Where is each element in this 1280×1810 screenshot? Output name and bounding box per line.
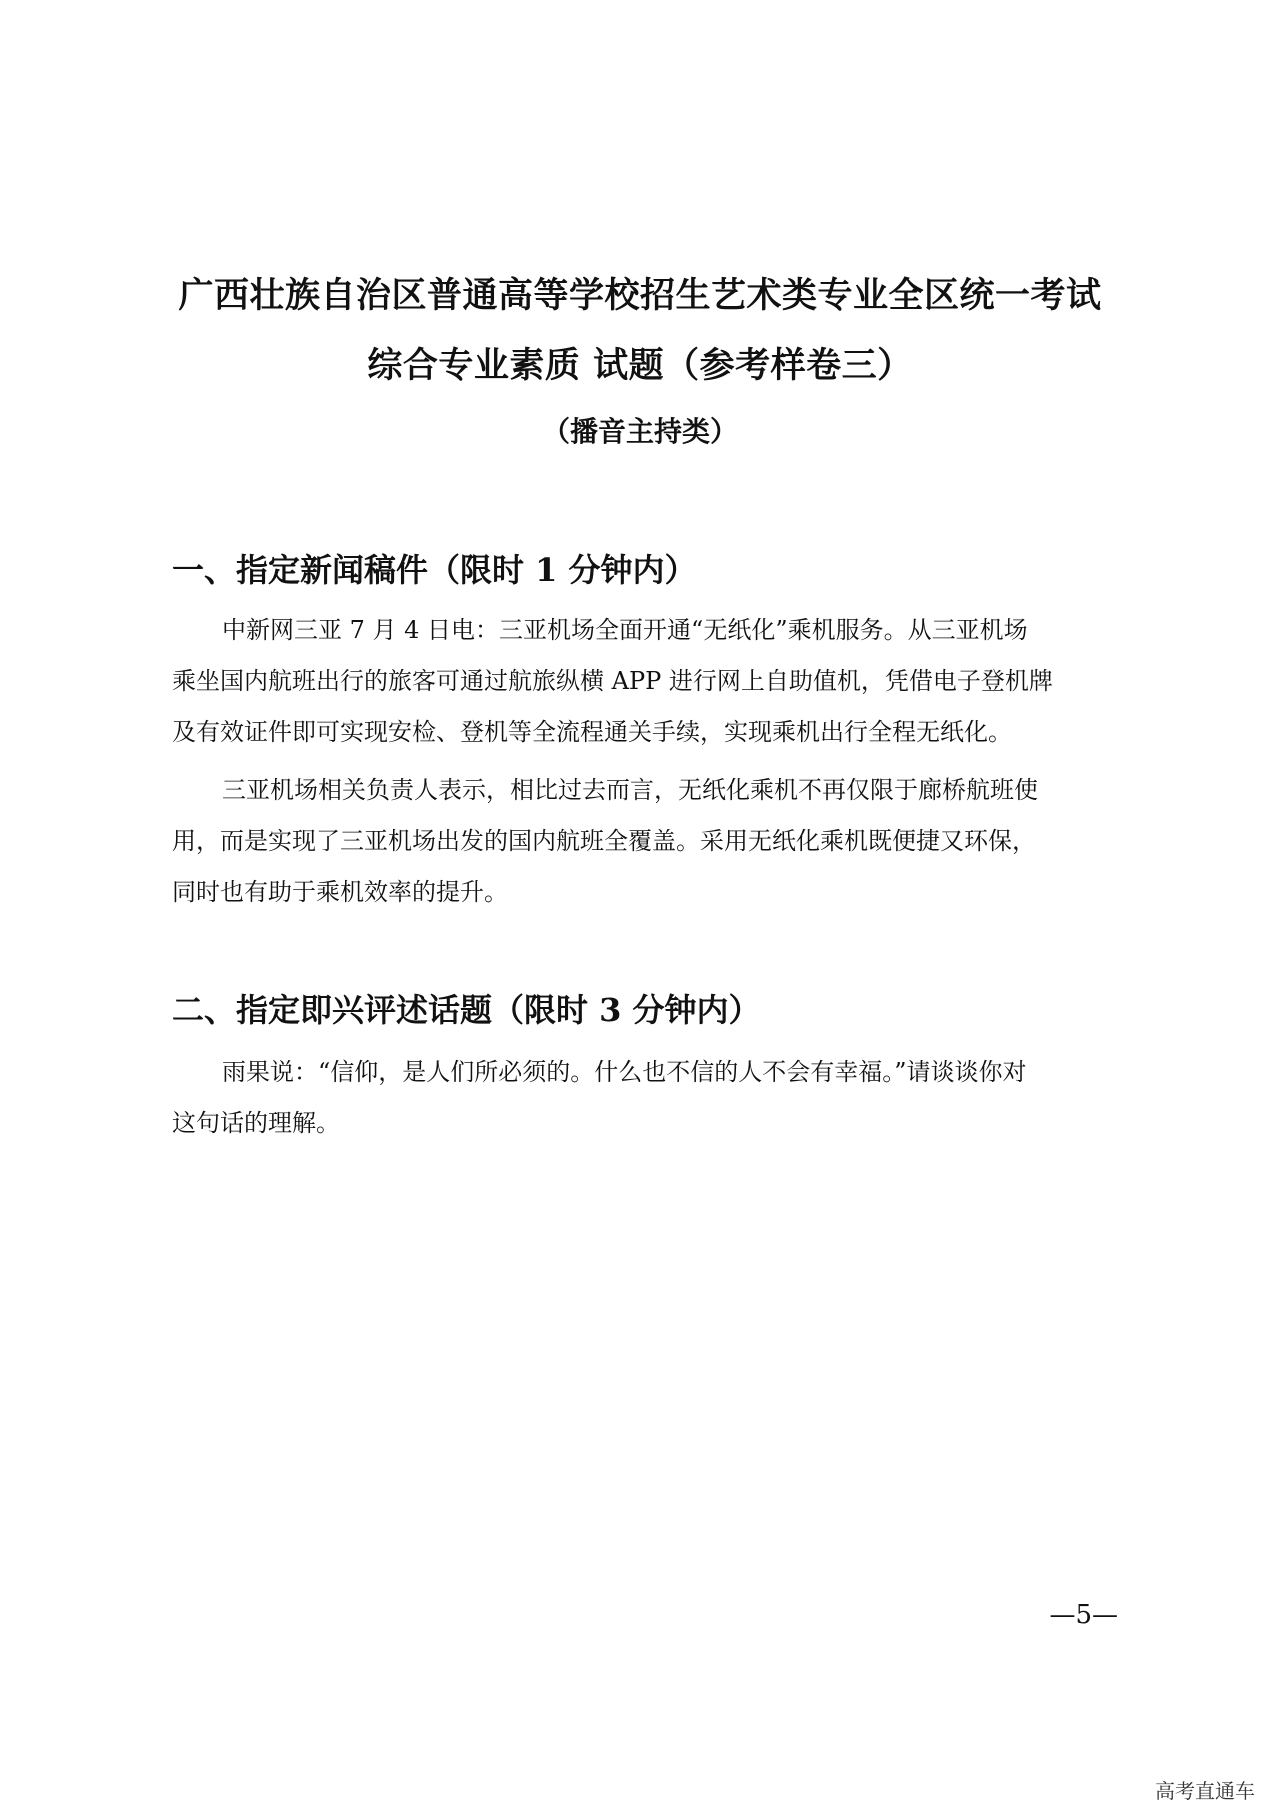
paragraph-line: 及有效证件即可实现安检、登机等全流程通关手续，实现乘机出行全程无纸化。 [172, 718, 1012, 746]
paragraph-line: 中新网三亚 7 月 4 日电：三亚机场全面开通“无纸化”乘机服务。从三亚机场 [222, 616, 1028, 644]
news-paragraph-2 [172, 765, 1112, 918]
paragraph-line: 这句话的理解。 [172, 1109, 340, 1137]
paragraph-line: 雨果说：“信仰，是人们所必须的。什么也不信的人不会有幸福。”请谈谈你对 [222, 1058, 1027, 1086]
paragraph-line: 三亚机场相关负责人表示，相比过去而言，无纸化乘机不再仅限于廊桥航班使 [222, 776, 1038, 804]
paragraph-line: 用，而是实现了三亚机场出发的国内航班全覆盖。采用无纸化乘机既便捷又环保， [172, 827, 1036, 855]
paragraph-line: 乘坐国内航班出行的旅客可通过航旅纵横 APP 进行网上自助值机，凭借电子登机牌 [172, 667, 1053, 695]
topic-paragraph [172, 1047, 1112, 1149]
watermark-text: 高考直通车 [1155, 1779, 1255, 1803]
exam-subtitle: （播音主持类） [541, 415, 738, 448]
section-2-heading: 二、指定即兴评述话题（限时 3 分钟内） [172, 991, 761, 1029]
exam-title-line-2: 综合专业素质 试题（参考样卷三） [367, 345, 913, 386]
paragraph-line: 同时也有助于乘机效率的提升。 [172, 878, 508, 906]
page-number: —5— [1049, 1600, 1118, 1630]
exam-title-line-1: 广西壮族自治区普通高等学校招生艺术类专业全区统一考试 [178, 275, 1102, 316]
section-1-heading: 一、指定新闻稿件（限时 1 分钟内） [172, 551, 697, 589]
news-paragraph-1 [172, 605, 1112, 758]
